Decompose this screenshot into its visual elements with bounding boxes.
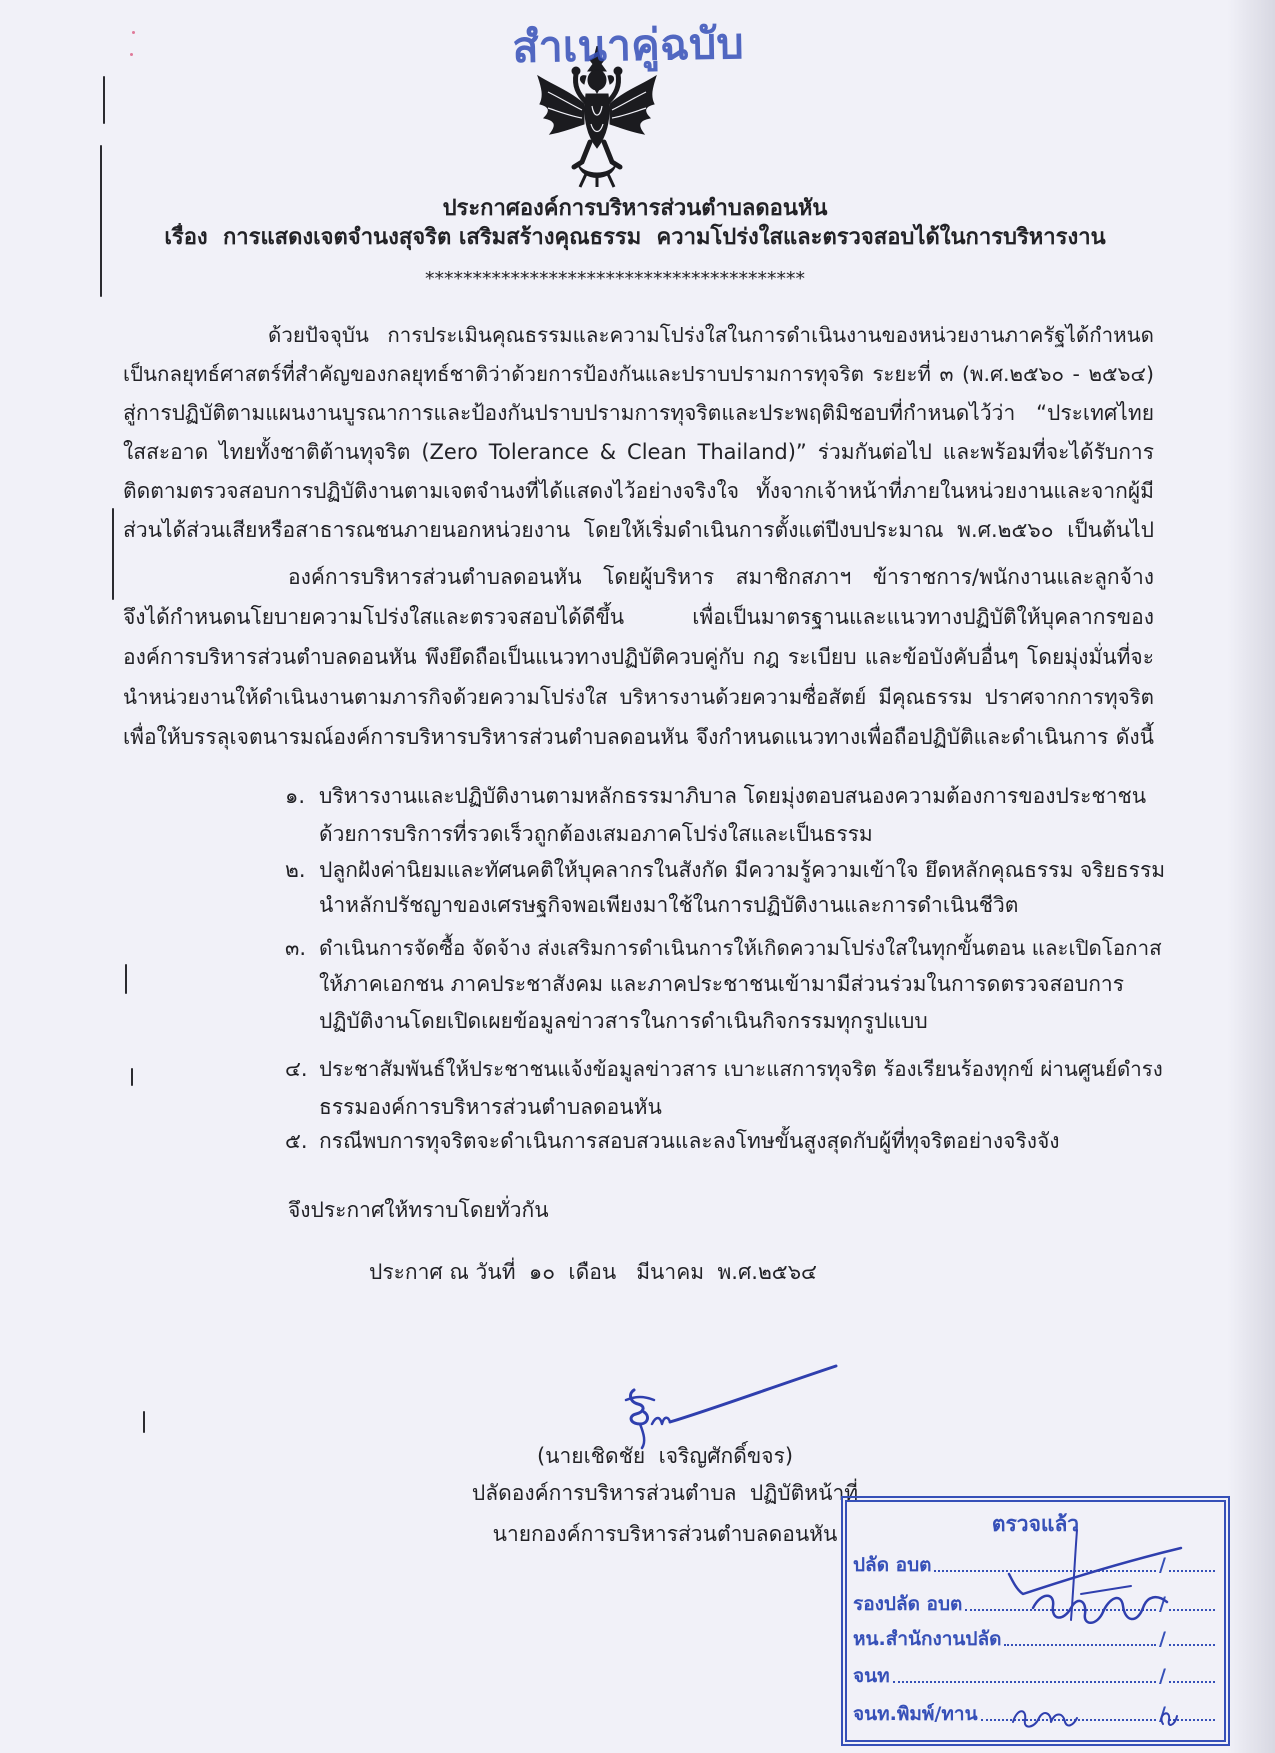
list-number: ๒. <box>285 858 306 882</box>
margin-mark <box>103 76 105 124</box>
margin-mark <box>131 1068 133 1086</box>
announcement-date: ประกาศ ณ วันที่ ๑๐ เดือน มีนาคม พ.ศ.๒๕๖๔ <box>369 1260 817 1284</box>
review-row-label: ปลัด อบต <box>853 1554 932 1576</box>
list-item-line: ปฏิบัติงานโดยเปิดเผยข้อมูลข่าวสารในการดำเนินกิจกรรมทุกรูปแบบ <box>319 1009 928 1033</box>
paragraph-line: องค์การบริหารส่วนตำบลดอนหัน โดยผู้บริหาร สมาชิกสภาฯ ข้าราชการ/พนักงานและลูกจ้าง <box>288 565 1154 589</box>
review-row-label: จนท <box>853 1665 890 1687</box>
review-row-separator: / <box>1159 1628 1166 1650</box>
list-item-line: ประชาสัมพันธ์ให้ประชาชนแจ้งข้อมูลข่าวสาร เบาะแสการทุจริต ร้องเรียนร้องทุกข์ ผ่านศูนย์ดำรง <box>319 1057 1163 1081</box>
list-number: ๑. <box>285 784 306 808</box>
paragraph-line: สู่การปฏิบัติตามแผนงานบูรณาการและป้องกันปราบปรามการทุจริตและประพฤติมิชอบที่กำหนดไว้ว่า “ประเทศไทย <box>123 401 1154 425</box>
scan-edge-shadow <box>1227 0 1275 1753</box>
paragraph-line: เพื่อให้บรรลุเจตนารมณ์องค์การบริหารบริหารส่วนตำบลดอนหัน จึงกำหนดแนวทางเพื่อถือปฏิบัติและดำเนินการ ดังนี้ <box>123 725 1154 749</box>
margin-dot <box>132 31 135 34</box>
list-number: ๕. <box>285 1129 308 1153</box>
announcement-title: ประกาศองค์การบริหารส่วนตำบลดอนหัน <box>442 196 828 221</box>
list-item-line: บริหารงานและปฏิบัติงานตามหลักธรรมาภิบาล โดยมุ่งตอบสนองความต้องการของประชาชน <box>319 784 1147 808</box>
list-item-line: นำหลักปรัชญาของเศรษฐกิจพอเพียงมาใช้ในการปฏิบัติงานและการดำเนินชีวิต <box>319 893 1019 917</box>
list-item-line: ดำเนินการจัดซื้อ จัดจ้าง ส่งเสริมการดำเนินการให้เกิดความโปร่งใสในทุกขั้นตอน และเปิดโอกาส <box>319 936 1162 960</box>
signatory-position: นายกองค์การบริหารส่วนตำบลดอนหัน <box>492 1522 838 1546</box>
closing-statement: จึงประกาศให้ทราบโดยทั่วกัน <box>288 1198 549 1222</box>
announcement-subject: เรื่อง การแสดงเจตจำนงสุจริต เสริมสร้างคุณธรรม ความโปร่งใสและตรวจสอบได้ในการบริหารงาน <box>164 225 1106 250</box>
list-item-line: กรณีพบการทุจริตจะดำเนินการสอบสวนและลงโทษขั้นสูงสุดกับผู้ที่ทุจริตอย่างจริงจัง <box>319 1129 1060 1153</box>
review-initials <box>841 1496 1230 1746</box>
paragraph-line: ใสสะอาด ไทยทั้งชาติต้านทุจริต (Zero Tolerance & Clean Thailand)” ร่วมกันต่อไป และพร้อมที่จะได้รับการ <box>123 440 1154 464</box>
list-item-line: ด้วยการบริการที่รวดเร็วถูกต้องเสมอภาคโปร่งใสและเป็นธรรม <box>319 822 873 846</box>
paragraph-line: นำหน่วยงานให้ดำเนินงานตามภารกิจด้วยความโปร่งใส บริหารงานด้วยความซื่อสัตย์ มีคุณธรรม ปราศจากการทุจริต <box>123 685 1154 709</box>
review-stamp-title: ตรวจแล้ว <box>991 1512 1080 1536</box>
review-stamp <box>841 1496 1230 1746</box>
review-row-separator: / <box>1159 1665 1166 1687</box>
margin-mark <box>125 964 127 994</box>
review-row-label: รองปลัด อบต <box>853 1593 963 1615</box>
margin-mark <box>100 145 102 297</box>
review-row-separator: / <box>1159 1554 1166 1576</box>
signatory-position: ปลัดองค์การบริหารส่วนตำบล ปฏิบัติหน้าที่ <box>471 1481 859 1505</box>
margin-dot <box>130 53 133 56</box>
list-item-line: ให้ภาคเอกชน ภาคประชาสังคม และภาคประชาชนเข้ามามีส่วนร่วมในการดตรวจสอบการ <box>319 972 1125 996</box>
paragraph-line: เป็นกลยุทธ์ศาสตร์ที่สำคัญของกลยุทธ์ชาติว่าด้วยการป้องกันและปราบปรามการทุจริต ระยะที่ ๓ (พ.ศ.๒๕๖๐ - ๒๕๖๔) <box>123 362 1154 386</box>
paragraph-line: ติดตามตรวจสอบการปฏิบัติงานตามเจตจำนงที่ได้แสดงไว้อย่างจริงใจ ทั้งจากเจ้าหน้าที่ภายในหน่วยงานและจากผู้มี <box>123 479 1154 503</box>
paragraph-line: ด้วยปัจจุบัน การประเมินคุณธรรมและความโปร่งใสในการดำเนินงานของหน่วยงานภาครัฐได้กำหนด <box>268 323 1154 347</box>
paragraph-line: ส่วนได้ส่วนเสียหรือสาธารณชนภายนอกหน่วยงาน โดยให้เริ่มดำเนินการตั้งแต่ปีงบประมาณ พ.ศ.๒๕๖๐ เป็นต้นไป <box>123 518 1154 542</box>
review-row-separator: / <box>1159 1593 1166 1615</box>
paragraph-line: องค์การบริหารส่วนตำบลดอนหัน พึงยึดถือเป็นแนวทางปฏิบัติควบคู่กับ กฎ ระเบียบ และข้อบังคับอื่นๆ โดยมุ่งมั่นที่จะ <box>123 645 1154 669</box>
signatory-name: (นายเชิดชัย เจริญศักดิ์ขจร) <box>536 1444 794 1468</box>
review-row-label: หน.สำนักงานปลัด <box>853 1628 1002 1650</box>
review-row-label: จนท.พิมพ์/ทาน <box>853 1703 978 1725</box>
asterisk-separator: **************************************** <box>425 268 805 290</box>
margin-mark <box>143 1411 145 1433</box>
list-item-line: ธรรมองค์การบริหารส่วนตำบลดอนหัน <box>319 1095 662 1119</box>
paragraph-line: จึงได้กำหนดนโยบายความโปร่งใสและตรวจสอบได้ดีขึ้น เพื่อเป็นมาตรฐานและแนวทางปฏิบัติให้บุคลากรของ <box>123 605 1154 629</box>
list-number: ๓. <box>285 936 307 960</box>
review-row-separator: / <box>1159 1703 1166 1725</box>
list-item-line: ปลูกฝังค่านิยมและทัศนคติให้บุคลากรในสังกัด มีความรู้ความเข้าใจ ยึดหลักคุณธรรม จริยธรรม <box>319 858 1166 882</box>
list-number: ๔. <box>285 1057 308 1081</box>
margin-mark <box>112 508 114 600</box>
copy-stamp: สำเนาคู่ฉบับ <box>511 18 745 74</box>
